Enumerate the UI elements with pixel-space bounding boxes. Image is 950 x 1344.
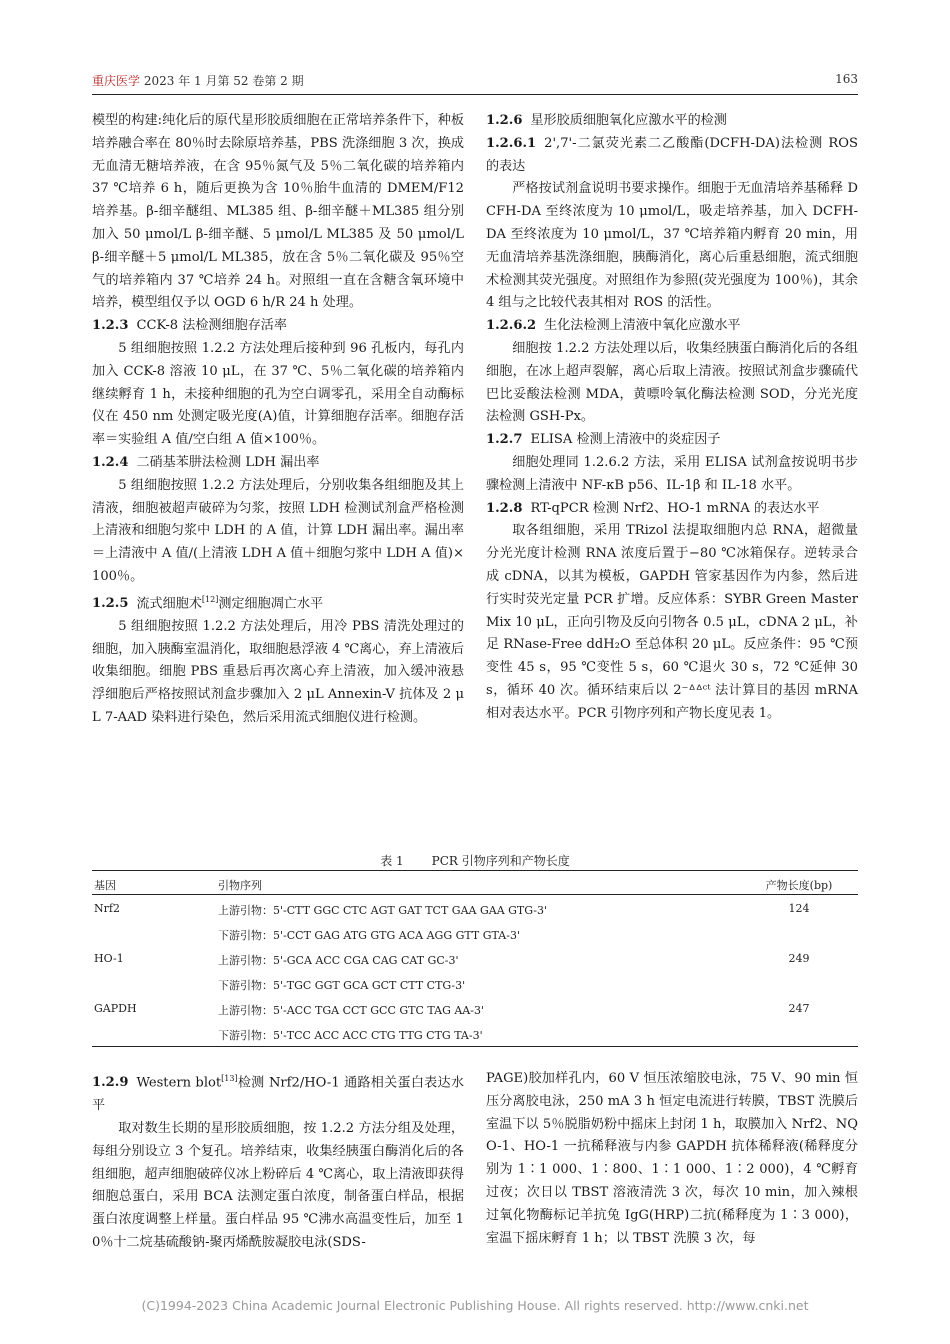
section-title: ELISA 检测上清液中的炎症因子 bbox=[530, 432, 721, 448]
section-number: 1.2.6.2 bbox=[486, 318, 537, 334]
text-column-4 bbox=[486, 1068, 858, 1250]
section-number: 1.2.7 bbox=[486, 432, 523, 448]
section-heading bbox=[92, 452, 464, 475]
text-column-2 bbox=[486, 110, 858, 726]
section-heading bbox=[486, 429, 858, 452]
section-number: 1.2.6.1 bbox=[486, 135, 537, 151]
section-title: 星形胶质细胞氧化应激水平的检测 bbox=[530, 113, 727, 128]
section-title-cont: 检测 Nrf2/HO-1 通路相关蛋白表达水平 bbox=[92, 1075, 464, 1114]
primer-cell: 下游引物：5'-TCC ACC ACC CTG TTG CTG TA-3' bbox=[218, 1029, 483, 1042]
primer-cell: 上游引物：5'-CTT GGC CTC AGT GAT TCT GAA GAA GTG-3' bbox=[218, 904, 547, 917]
section-number: 1.2.9 bbox=[92, 1075, 129, 1091]
primer-cell: 下游引物：5'-CCT GAG ATG GTG ACA AGG GTT GTA-3' bbox=[218, 929, 520, 942]
section-title: 生化法检测上清液中氧化应激水平 bbox=[544, 318, 741, 334]
length-cell: 247 bbox=[788, 1002, 810, 1015]
body-paragraph: PAGE)胶加样孔内，60 V 恒压浓缩胶电泳，75 V、90 min 恒压分离胶电泳，250 mA 3 h 恒定电流进行转膜，TBST 洗膜后室温下以 5％脱脂奶粉中摇床上封闭 1 h，取膜加入 Nrf2、NQO-1、HO-1 一抗稀释液与内参 GAPDH 抗体稀释液(稀释度分别为 1∶1 000、1∶800、1∶1 000、1∶2 000)，4 ℃孵育过夜；次日以 TBST 溶液清洗 3 次，每次 10 min，加入辣根过氧化物酶标记羊抗兔 IgG(HRP)二抗(稀释度为 1∶3 000)，室温下摇床孵育 1 h；以 TBST 洗膜 3 次，每 bbox=[486, 1071, 858, 1246]
table-caption bbox=[92, 852, 858, 869]
table-row bbox=[92, 1027, 858, 1047]
text-column-3 bbox=[92, 1068, 464, 1255]
table-row bbox=[92, 952, 858, 972]
length-cell: 249 bbox=[788, 952, 810, 965]
section-title: 2',7'-二氯荧光素二乙酸酯(DCFH-DA)法检测 ROS 的表达 bbox=[486, 135, 858, 174]
issue-info: 2023 年 1 月第 52 卷第 2 期 bbox=[143, 74, 304, 88]
table-row bbox=[92, 902, 858, 922]
body-paragraph: 严格按试剂盒说明书要求操作。细胞于无血清培养基稀释 DCFH-DA 至终浓度为 10 μmol/L，吸走培养基，加入 DCFH-DA 至终浓度为 10 μmol/L，37 ℃培养箱内孵育 20 min，用无血清培养基洗涤细胞，胰酶消化，离心后重悬细胞，流式细胞术检测其荧光强度。对照组作为参照(荧光强度为 100％)，其余 4 组与之比较代表其相对 ROS 的活性。 bbox=[486, 181, 858, 311]
section-title: 流式细胞术 bbox=[136, 596, 202, 612]
body-paragraph: 5 组细胞按照 1.2.2 方法处理后，用冷 PBS 清洗处理过的细胞，加入胰酶室温消化，取细胞悬浮液 4 ℃离心，弃上清液后收集细胞。细胞 PBS 重悬后再次离心弃上清液，加入缓冲液悬浮细胞后严格按照试剂盒步骤加入 2 μL Annexin-V 抗体及 2 μL 7-AAD 染料进行染色，然后采用流式细胞仪进行检测。 bbox=[92, 618, 464, 726]
body-paragraph: 5 组细胞按照 1.2.2 方法处理后，分别收集各组细胞及其上清液，细胞被超声破碎为匀浆，按照 LDH 检测试剂盒严格检测上清液和细胞匀浆中 LDH 的 A 值，计算 LDH 漏出率。漏出率＝上清液中 A 值/(上清液 LDH A 值＋细胞匀浆中 LDH A 值)×100％。 bbox=[92, 477, 464, 584]
section-title-cont: 测定细胞凋亡水平 bbox=[218, 596, 324, 612]
primer-cell: 上游引物：5'-GCA ACC CGA CAG CAT GC-3' bbox=[218, 954, 459, 967]
section-number: 1.2.8 bbox=[486, 500, 523, 516]
table-row bbox=[92, 1002, 858, 1022]
section-number: 1.2.3 bbox=[92, 318, 129, 334]
primer-cell: 下游引物：5'-TGC GGT GCA GCT CTT CTG-3' bbox=[218, 979, 466, 992]
table-title: PCR 引物序列和产物长度 bbox=[431, 854, 570, 868]
header-rule bbox=[92, 94, 858, 95]
text-column-1 bbox=[92, 110, 464, 730]
body-paragraph: 细胞按 1.2.2 方法处理以后，收集经胰蛋白酶消化后的各组细胞，在冰上超声裂解，离心后取上清液。按照试剂盒步骤硫代巴比妥酸法检测 MDA，黄嘌呤氧化酶法检测 SOD，分光光度法检测 GSH-Px。 bbox=[486, 340, 858, 425]
running-header bbox=[92, 72, 858, 92]
header-length: 产物长度(bp) bbox=[765, 879, 833, 892]
table-top-rule bbox=[92, 870, 858, 871]
journal-name: 重庆医学 bbox=[92, 74, 141, 88]
citation-ref: [12] bbox=[201, 594, 219, 604]
copyright-footer: (C)1994-2023 China Academic Journal Electronic Publishing House. All rights reserved. http://www.cnki.net bbox=[141, 1298, 809, 1313]
header-primer: 引物序列 bbox=[218, 879, 262, 892]
section-heading bbox=[92, 589, 464, 616]
section-title: 二硝基苯肼法检测 LDH 漏出率 bbox=[136, 454, 320, 470]
body-paragraph: 取各组细胞，采用 TRizol 法提取细胞内总 RNA，超微量分光光度计检测 RNA 浓度后置于−80 ℃冰箱保存。逆转录合成 cDNA，以其为模板，GAPDH 管家基因作为内参，然后进行实时荧光定量 PCR 扩增。反应体系：SYBR Green Master Mix 10 μL，正向引物及反向引物各 0.5 μL，cDNA 2 μL，补足 RNase-Free ddH₂O 至总体积 20 μL。反应条件：95 ℃预变性 45 s，95 ℃变性 5 s，60 ℃退火 30 s，72 ℃延伸 30 s，循环 40 次。循环结束后以 2⁻ᐞᐞᶜᵗ 法计算目的基因 mRNA 相对表达水平。PCR 引物序列和产物长度见表 1。 bbox=[486, 523, 858, 721]
section-number: 1.2.4 bbox=[92, 454, 129, 470]
gene-cell: GAPDH bbox=[94, 1002, 137, 1015]
primer-cell: 上游引物：5'-ACC TGA CCT GCC GTC TAG AA-3' bbox=[218, 1004, 484, 1017]
citation-ref: [13] bbox=[221, 1074, 238, 1083]
section-heading bbox=[92, 315, 464, 338]
section-heading bbox=[486, 133, 858, 179]
length-cell: 124 bbox=[788, 902, 810, 915]
section-title: RT-qPCR 检测 Nrf2、HO-1 mRNA 的表达水平 bbox=[530, 500, 820, 516]
table-label: 表 1 bbox=[380, 854, 404, 868]
gene-cell: Nrf2 bbox=[94, 902, 120, 915]
body-paragraph: 模型的构建:纯化后的原代星形胶质细胞在正常培养条件下，种板培养融合率在 80％时去除原培养基，PBS 洗涤细胞 3 次，换成无血清无糖培养液，在含 95％氮气及 5％二氧化碳的培养箱内 37 ℃培养 6 h，随后更换为含 10％胎牛血清的 DMEM/F12 培养基。β-细辛醚组、ML385 组、β-细辛醚＋ML385 组分别加入 50 μmol/L β-细辛醚、5 μmol/L ML385 及 50 μmol/L β-细辛醚＋5 μmol/L ML385，放在含 5％二氧化碳及 95％空气的培养箱内 37 ℃培养 24 h。对照组一直在含糖含氧环境中培养，模型组仅予以 OGD 6 h/R 24 h 处理。 bbox=[92, 113, 464, 311]
journal-issue bbox=[92, 72, 304, 89]
table-row bbox=[92, 977, 858, 997]
table-bottom-rule bbox=[92, 1046, 858, 1047]
table-row bbox=[92, 927, 858, 947]
section-heading bbox=[486, 498, 858, 521]
body-paragraph: 细胞处理同 1.2.6.2 方法，采用 ELISA 试剂盒按说明书步骤检测上清液中 NF-κB p56、IL-1β 和 IL-18 水平。 bbox=[486, 454, 858, 493]
section-heading bbox=[486, 110, 858, 133]
section-title: Western blot bbox=[136, 1075, 222, 1091]
body-paragraph: 取对数生长期的星形胶质细胞，按 1.2.2 方法分组及处理，每组分别设立 3 个复孔。培养结束，收集经胰蛋白酶消化后的各组细胞，超声细胞破碎仪冰上粉碎后 4 ℃离心，取上清液即获得细胞总蛋白，采用 BCA 法测定蛋白浓度，制备蛋白样品，根据蛋白浓度调整上样量。蛋白样品 95 ℃沸水高温变性后，加至 10％十二烷基硫酸钠-聚丙烯酰胺凝胶电泳(SDS- bbox=[92, 1120, 464, 1250]
section-heading bbox=[486, 315, 858, 338]
table-header-rule bbox=[92, 894, 858, 895]
page-number: 163 bbox=[835, 72, 858, 86]
gene-cell: HO-1 bbox=[94, 952, 124, 965]
body-paragraph: 5 组细胞按照 1.2.2 方法处理后接种到 96 孔板内，每孔内加入 CCK-8 溶液 10 μL，在 37 ℃、5％二氧化碳的培养箱内继续孵育 1 h，未接种细胞的孔为空白调零孔，采用全自动酶标仪在 450 nm 处测定吸光度(A)值，计算细胞存活率。细胞存活率＝实验组 A 值/空白组 A 值×100％。 bbox=[92, 340, 464, 448]
section-number: 1.2.6 bbox=[486, 113, 523, 128]
section-number: 1.2.5 bbox=[92, 596, 129, 612]
header-gene: 基因 bbox=[94, 879, 116, 892]
section-heading bbox=[92, 1068, 464, 1118]
section-title: CCK-8 法检测细胞存活率 bbox=[136, 318, 287, 334]
